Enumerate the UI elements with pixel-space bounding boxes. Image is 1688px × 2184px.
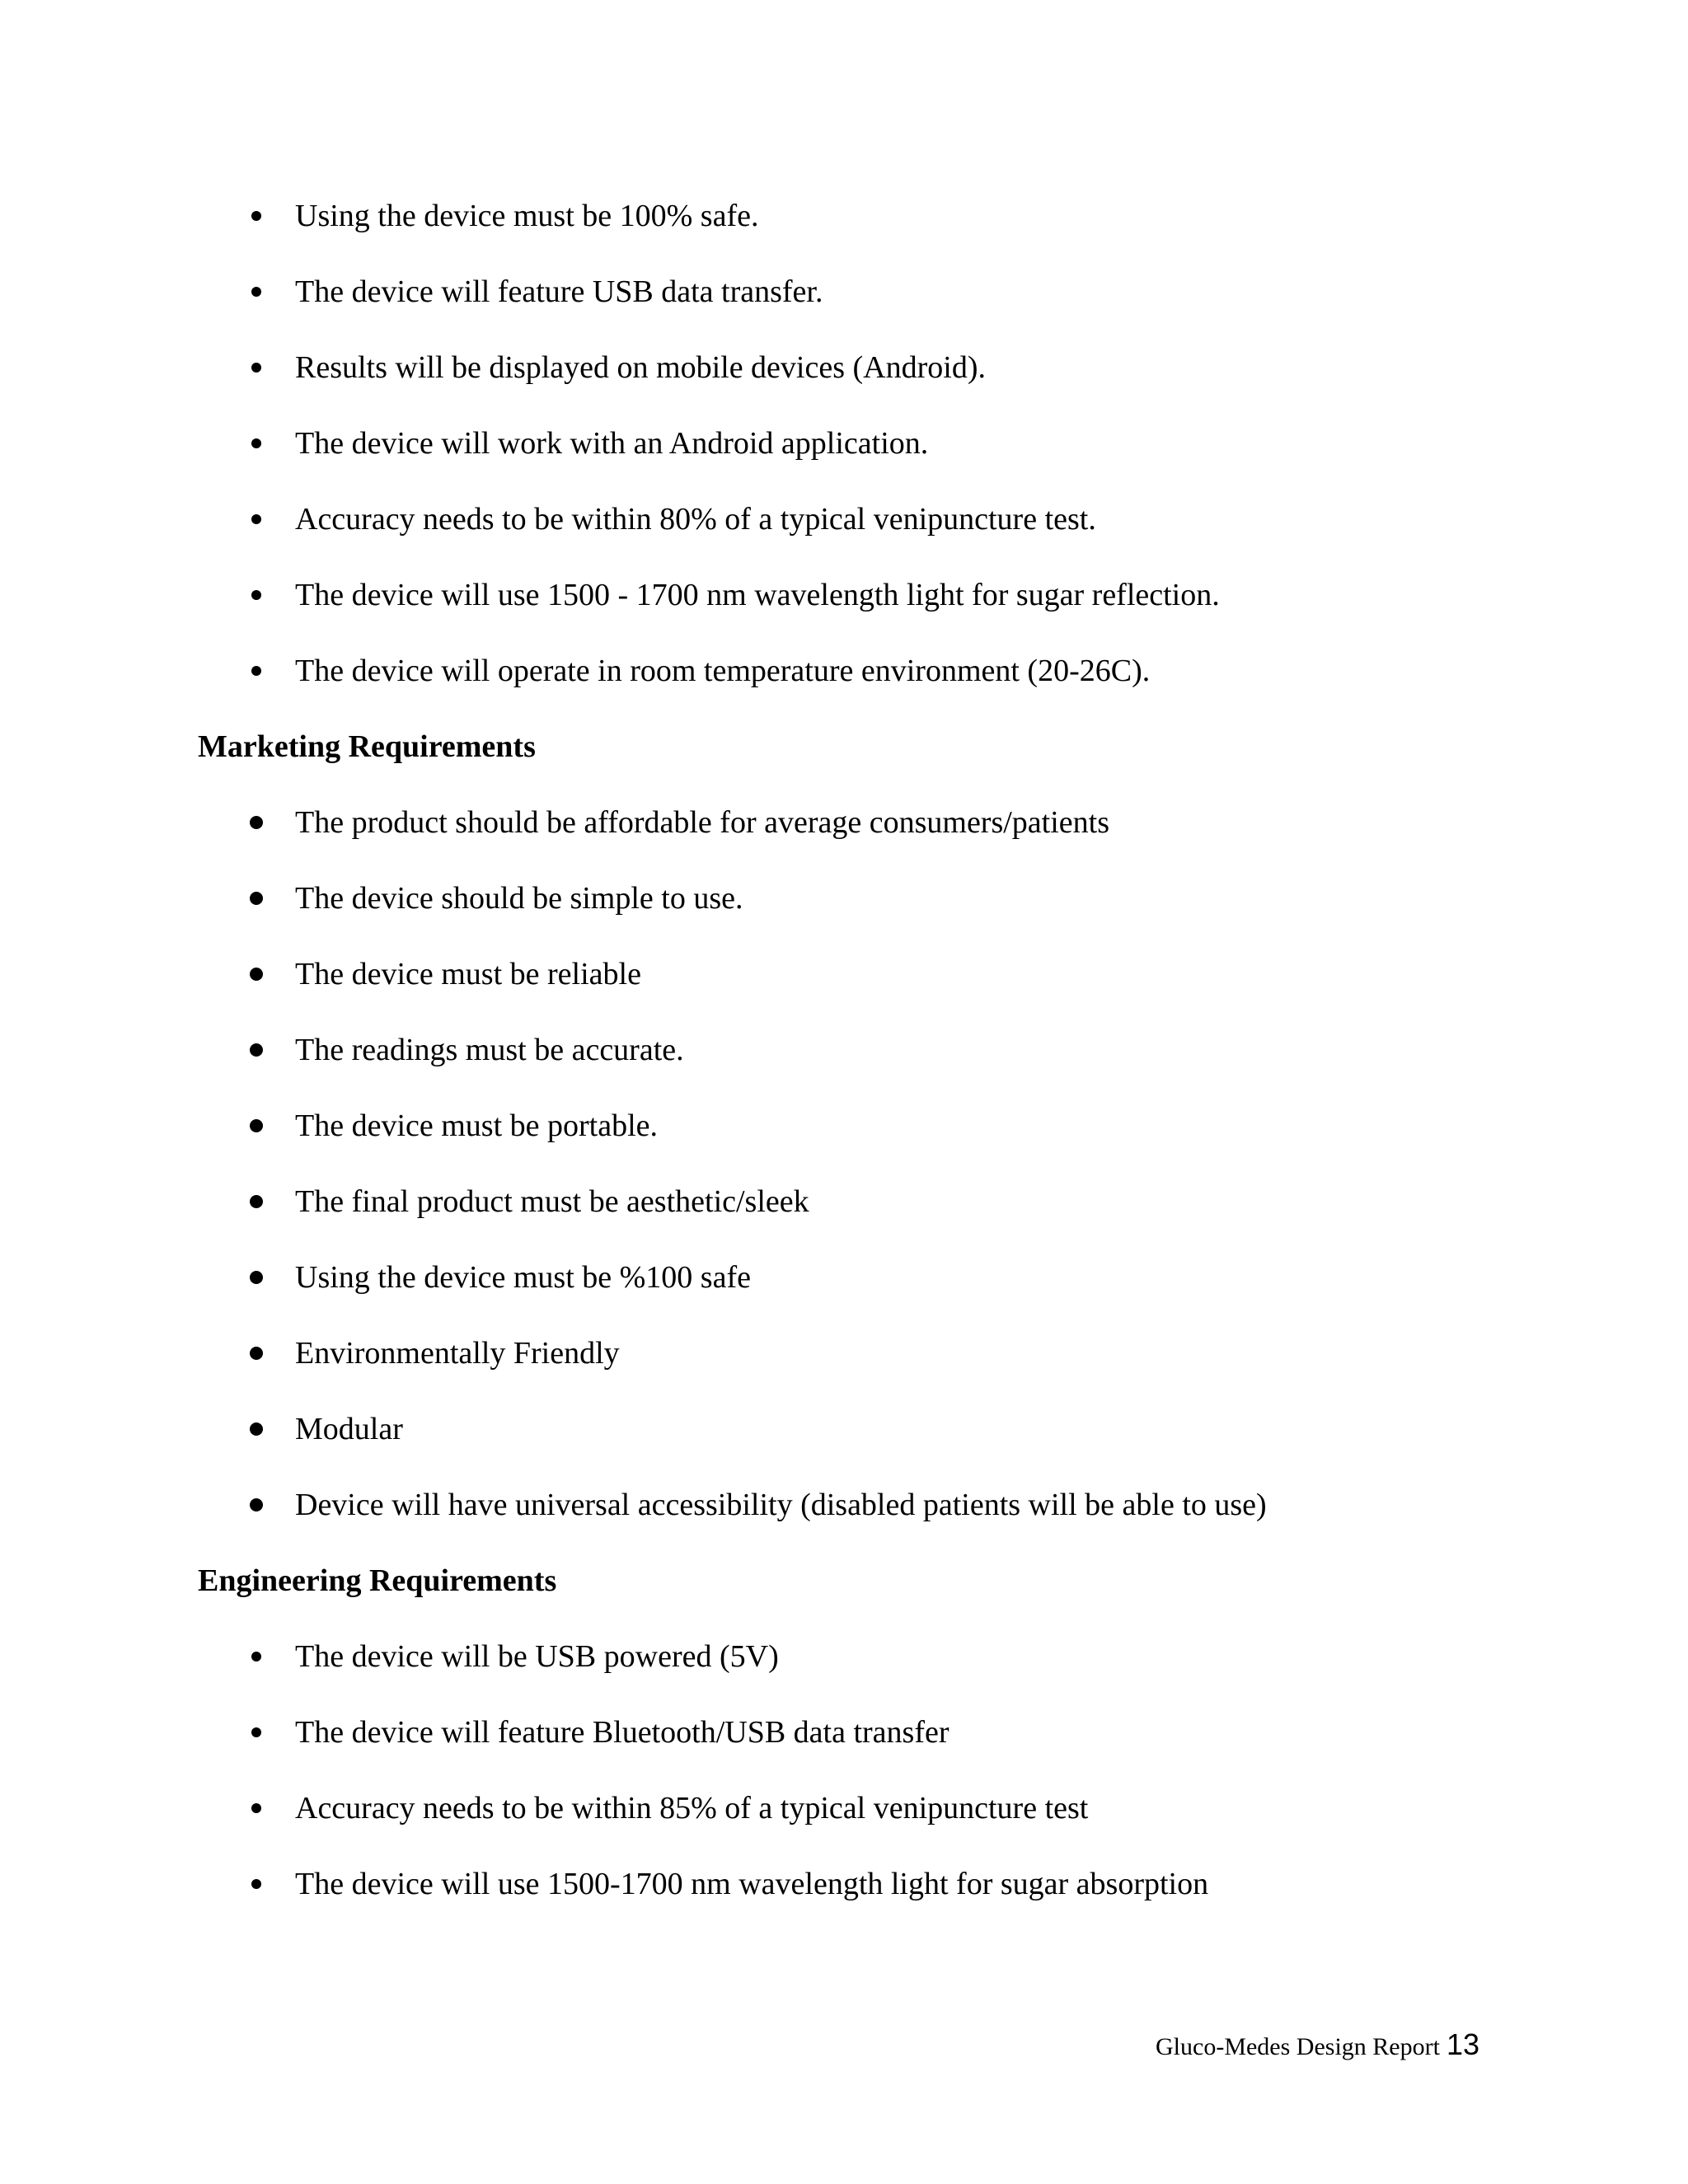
page-number: 13 xyxy=(1446,2027,1479,2061)
bullet-icon xyxy=(248,1391,265,1467)
bullet-icon xyxy=(248,860,265,936)
list-item xyxy=(0,1240,1688,1315)
list-item xyxy=(0,1391,1688,1467)
list-item-text: The device will be USB powered (5V) xyxy=(295,1639,779,1674)
bullet-icon xyxy=(248,481,265,557)
list-item xyxy=(0,1619,1688,1694)
bullet-icon xyxy=(248,633,265,709)
engineering-requirements-heading: Engineering Requirements xyxy=(198,1563,557,1598)
bullet-icon xyxy=(248,557,265,633)
bullet-icon xyxy=(248,1619,265,1694)
list-item xyxy=(0,1770,1688,1846)
list-item-text: The device will use 1500 - 1700 nm wavelength light for sugar reflection. xyxy=(295,578,1220,612)
list-item-text: The final product must be aesthetic/sleek xyxy=(295,1184,809,1219)
list-item xyxy=(0,785,1688,860)
bullet-icon xyxy=(248,1694,265,1770)
list-item xyxy=(0,936,1688,1012)
list-item-text: Accuracy needs to be within 80% of a typical venipuncture test. xyxy=(295,502,1096,537)
bullet-icon xyxy=(248,936,265,1012)
list-item xyxy=(0,330,1688,405)
list-item-text: The device should be simple to use. xyxy=(295,881,743,916)
list-item xyxy=(0,1694,1688,1770)
page-footer xyxy=(1156,2024,1479,2065)
list-item xyxy=(0,557,1688,633)
marketing-requirements-list xyxy=(0,785,1688,1543)
list-item xyxy=(0,633,1688,709)
bullet-icon xyxy=(248,1164,265,1240)
list-item-text: Accuracy needs to be within 85% of a typical venipuncture test xyxy=(295,1791,1089,1825)
marketing-requirements-heading: Marketing Requirements xyxy=(198,729,536,764)
list-item xyxy=(0,1467,1688,1543)
list-item xyxy=(0,1846,1688,1922)
list-item-text: Device will have universal accessibility (disabled patients will be able to use) xyxy=(295,1488,1267,1522)
list-item xyxy=(0,1315,1688,1391)
bullet-icon xyxy=(248,1467,265,1543)
list-item-text: The device will feature USB data transfer. xyxy=(295,274,823,309)
bullet-icon xyxy=(248,1770,265,1846)
list-item-text: The device will use 1500-1700 nm wavelength light for sugar absorption xyxy=(295,1867,1209,1901)
bullet-icon xyxy=(248,254,265,330)
list-item-text: Environmentally Friendly xyxy=(295,1336,620,1371)
list-item-text: Using the device must be 100% safe. xyxy=(295,199,759,233)
engineering-requirements-list xyxy=(0,1619,1688,1922)
list-item xyxy=(0,860,1688,936)
requirements-list xyxy=(0,178,1688,709)
list-item-text: The device must be reliable xyxy=(295,957,641,991)
list-item xyxy=(0,178,1688,254)
bullet-icon xyxy=(248,1315,265,1391)
bullet-icon xyxy=(248,1012,265,1088)
list-item xyxy=(0,405,1688,481)
bullet-icon xyxy=(248,405,265,481)
list-item-text: Using the device must be %100 safe xyxy=(295,1260,751,1295)
bullet-icon xyxy=(248,330,265,405)
list-item xyxy=(0,481,1688,557)
list-item-text: The readings must be accurate. xyxy=(295,1033,684,1067)
list-item-text: The product should be affordable for average consumers/patients xyxy=(295,805,1109,840)
bullet-icon xyxy=(248,1846,265,1922)
list-item-text: The device will feature Bluetooth/USB data transfer xyxy=(295,1715,950,1750)
bullet-icon xyxy=(248,785,265,860)
list-item-text: Modular xyxy=(295,1412,403,1446)
bullet-icon xyxy=(248,178,265,254)
list-item-text: The device will operate in room temperature environment (20-26C). xyxy=(295,654,1151,688)
bullet-icon xyxy=(248,1240,265,1315)
list-item-text: Results will be displayed on mobile devices (Android). xyxy=(295,350,986,385)
list-item xyxy=(0,254,1688,330)
list-item-text: The device will work with an Android application. xyxy=(295,426,929,461)
footer-report-title: Gluco-Medes Design Report xyxy=(1156,2033,1440,2060)
list-item xyxy=(0,1012,1688,1088)
list-item xyxy=(0,1164,1688,1240)
bullet-icon xyxy=(248,1088,265,1164)
list-item-text: The device must be portable. xyxy=(295,1108,659,1143)
list-item xyxy=(0,1088,1688,1164)
